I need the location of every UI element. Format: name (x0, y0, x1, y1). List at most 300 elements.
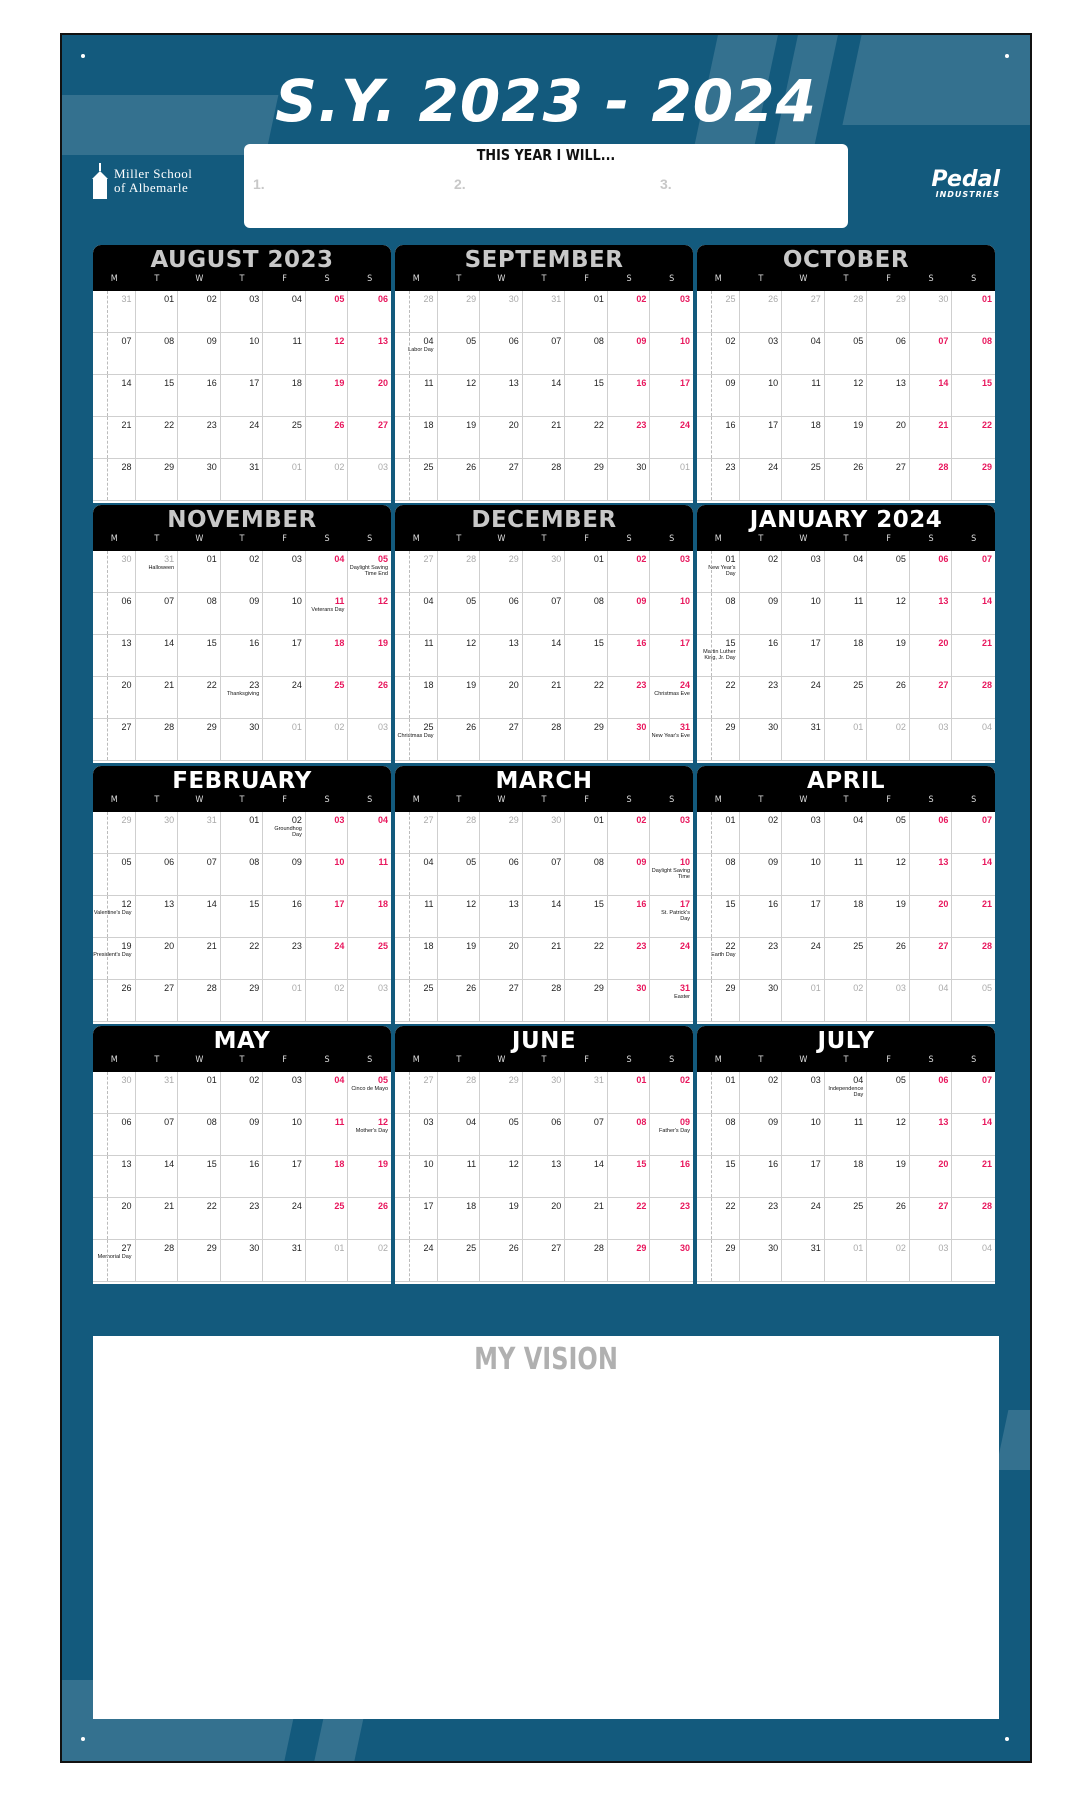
day-cell[interactable] (825, 1156, 868, 1198)
day-cell[interactable] (697, 635, 740, 677)
day-cell[interactable] (93, 938, 136, 980)
day-cell[interactable] (910, 812, 953, 854)
day-cell[interactable] (782, 1072, 825, 1114)
day-cell[interactable] (480, 812, 523, 854)
day-cell[interactable] (608, 635, 651, 677)
day-cell[interactable] (306, 375, 349, 417)
day-cell[interactable] (348, 1114, 391, 1156)
day-cell[interactable] (740, 333, 783, 375)
day-cell[interactable] (782, 1198, 825, 1240)
day-cell[interactable] (523, 854, 566, 896)
day-cell[interactable] (782, 1156, 825, 1198)
day-cell[interactable] (480, 291, 523, 333)
day-cell[interactable] (263, 1114, 306, 1156)
day-cell[interactable] (348, 375, 391, 417)
day-cell[interactable] (952, 812, 995, 854)
day-cell[interactable] (348, 459, 391, 501)
day-cell[interactable] (952, 938, 995, 980)
day-cell[interactable] (93, 333, 136, 375)
day-cell[interactable] (867, 1072, 910, 1114)
day-cell[interactable] (395, 333, 438, 375)
day-cell[interactable] (910, 375, 953, 417)
day-cell[interactable] (740, 417, 783, 459)
day-cell[interactable] (910, 1240, 953, 1282)
day-cell[interactable] (952, 896, 995, 938)
day-cell[interactable] (740, 551, 783, 593)
day-cell[interactable] (348, 1198, 391, 1240)
day-cell[interactable] (565, 417, 608, 459)
day-cell[interactable] (910, 417, 953, 459)
day-cell[interactable] (480, 459, 523, 501)
day-cell[interactable] (565, 677, 608, 719)
day-cell[interactable] (825, 1114, 868, 1156)
day-cell[interactable] (438, 417, 481, 459)
day-cell[interactable] (867, 812, 910, 854)
day-cell[interactable] (263, 1156, 306, 1198)
day-cell[interactable] (136, 551, 179, 593)
day-cell[interactable] (136, 1198, 179, 1240)
day-cell[interactable] (952, 719, 995, 761)
day-cell[interactable] (438, 635, 481, 677)
day-cell[interactable] (608, 333, 651, 375)
day-cell[interactable] (910, 593, 953, 635)
day-cell[interactable] (348, 551, 391, 593)
day-cell[interactable] (782, 854, 825, 896)
day-cell[interactable] (221, 1198, 264, 1240)
day-cell[interactable] (650, 677, 693, 719)
day-cell[interactable] (93, 1114, 136, 1156)
day-cell[interactable] (565, 375, 608, 417)
day-cell[interactable] (395, 896, 438, 938)
day-cell[interactable] (825, 333, 868, 375)
day-cell[interactable] (480, 980, 523, 1022)
day-cell[interactable] (136, 938, 179, 980)
day-cell[interactable] (221, 635, 264, 677)
day-cell[interactable] (136, 333, 179, 375)
day-cell[interactable] (221, 1072, 264, 1114)
day-cell[interactable] (348, 677, 391, 719)
day-cell[interactable] (221, 375, 264, 417)
day-cell[interactable] (825, 980, 868, 1022)
day-cell[interactable] (740, 375, 783, 417)
day-cell[interactable] (825, 635, 868, 677)
day-cell[interactable] (395, 417, 438, 459)
day-cell[interactable] (825, 719, 868, 761)
day-cell[interactable] (740, 1072, 783, 1114)
day-cell[interactable] (480, 1114, 523, 1156)
day-cell[interactable] (480, 1156, 523, 1198)
day-cell[interactable] (136, 719, 179, 761)
day-cell[interactable] (306, 980, 349, 1022)
day-cell[interactable] (608, 1114, 651, 1156)
day-cell[interactable] (825, 291, 868, 333)
day-cell[interactable] (650, 719, 693, 761)
day-cell[interactable] (740, 938, 783, 980)
day-cell[interactable] (306, 417, 349, 459)
day-cell[interactable] (697, 1114, 740, 1156)
day-cell[interactable] (395, 719, 438, 761)
day-cell[interactable] (697, 1240, 740, 1282)
day-cell[interactable] (480, 896, 523, 938)
day-cell[interactable] (263, 719, 306, 761)
day-cell[interactable] (867, 854, 910, 896)
day-cell[interactable] (480, 635, 523, 677)
day-cell[interactable] (565, 333, 608, 375)
day-cell[interactable] (263, 1198, 306, 1240)
day-cell[interactable] (740, 593, 783, 635)
day-cell[interactable] (93, 980, 136, 1022)
day-cell[interactable] (348, 291, 391, 333)
day-cell[interactable] (136, 854, 179, 896)
day-cell[interactable] (306, 938, 349, 980)
day-cell[interactable] (697, 938, 740, 980)
day-cell[interactable] (910, 551, 953, 593)
day-cell[interactable] (697, 1156, 740, 1198)
day-cell[interactable] (136, 812, 179, 854)
day-cell[interactable] (395, 1156, 438, 1198)
day-cell[interactable] (480, 677, 523, 719)
day-cell[interactable] (697, 677, 740, 719)
day-cell[interactable] (263, 677, 306, 719)
day-cell[interactable] (438, 812, 481, 854)
day-cell[interactable] (221, 719, 264, 761)
day-cell[interactable] (910, 854, 953, 896)
day-cell[interactable] (136, 1114, 179, 1156)
day-cell[interactable] (608, 1072, 651, 1114)
day-cell[interactable] (438, 375, 481, 417)
day-cell[interactable] (782, 593, 825, 635)
day-cell[interactable] (136, 417, 179, 459)
day-cell[interactable] (136, 635, 179, 677)
day-cell[interactable] (565, 593, 608, 635)
day-cell[interactable] (306, 459, 349, 501)
day-cell[interactable] (178, 551, 221, 593)
day-cell[interactable] (697, 1198, 740, 1240)
day-cell[interactable] (650, 1114, 693, 1156)
day-cell[interactable] (697, 812, 740, 854)
day-cell[interactable] (263, 593, 306, 635)
day-cell[interactable] (782, 1240, 825, 1282)
day-cell[interactable] (438, 896, 481, 938)
day-cell[interactable] (565, 1072, 608, 1114)
day-cell[interactable] (650, 459, 693, 501)
day-cell[interactable] (438, 1072, 481, 1114)
day-cell[interactable] (480, 854, 523, 896)
day-cell[interactable] (178, 854, 221, 896)
day-cell[interactable] (867, 593, 910, 635)
day-cell[interactable] (178, 677, 221, 719)
day-cell[interactable] (523, 1198, 566, 1240)
day-cell[interactable] (221, 459, 264, 501)
day-cell[interactable] (178, 635, 221, 677)
day-cell[interactable] (952, 854, 995, 896)
day-cell[interactable] (782, 812, 825, 854)
day-cell[interactable] (136, 593, 179, 635)
day-cell[interactable] (782, 938, 825, 980)
day-cell[interactable] (93, 677, 136, 719)
day-cell[interactable] (221, 333, 264, 375)
day-cell[interactable] (93, 417, 136, 459)
day-cell[interactable] (523, 417, 566, 459)
day-cell[interactable] (608, 459, 651, 501)
day-cell[interactable] (910, 1156, 953, 1198)
day-cell[interactable] (782, 1114, 825, 1156)
day-cell[interactable] (178, 980, 221, 1022)
day-cell[interactable] (740, 291, 783, 333)
day-cell[interactable] (395, 635, 438, 677)
day-cell[interactable] (740, 1156, 783, 1198)
day-cell[interactable] (952, 1198, 995, 1240)
day-cell[interactable] (952, 459, 995, 501)
day-cell[interactable] (221, 854, 264, 896)
day-cell[interactable] (523, 635, 566, 677)
day-cell[interactable] (782, 677, 825, 719)
day-cell[interactable] (697, 1072, 740, 1114)
day-cell[interactable] (221, 291, 264, 333)
day-cell[interactable] (348, 719, 391, 761)
day-cell[interactable] (263, 854, 306, 896)
day-cell[interactable] (867, 375, 910, 417)
day-cell[interactable] (608, 677, 651, 719)
day-cell[interactable] (650, 375, 693, 417)
day-cell[interactable] (608, 291, 651, 333)
day-cell[interactable] (395, 854, 438, 896)
day-cell[interactable] (523, 896, 566, 938)
day-cell[interactable] (608, 551, 651, 593)
day-cell[interactable] (952, 333, 995, 375)
day-cell[interactable] (782, 417, 825, 459)
day-cell[interactable] (650, 1072, 693, 1114)
day-cell[interactable] (523, 719, 566, 761)
day-cell[interactable] (867, 291, 910, 333)
day-cell[interactable] (650, 1240, 693, 1282)
day-cell[interactable] (565, 1198, 608, 1240)
day-cell[interactable] (348, 1156, 391, 1198)
day-cell[interactable] (608, 375, 651, 417)
day-cell[interactable] (867, 1240, 910, 1282)
day-cell[interactable] (306, 812, 349, 854)
day-cell[interactable] (136, 896, 179, 938)
day-cell[interactable] (348, 417, 391, 459)
day-cell[interactable] (93, 854, 136, 896)
day-cell[interactable] (480, 938, 523, 980)
day-cell[interactable] (93, 1240, 136, 1282)
day-cell[interactable] (263, 812, 306, 854)
day-cell[interactable] (523, 459, 566, 501)
day-cell[interactable] (438, 719, 481, 761)
day-cell[interactable] (825, 417, 868, 459)
day-cell[interactable] (650, 291, 693, 333)
day-cell[interactable] (565, 1114, 608, 1156)
day-cell[interactable] (952, 677, 995, 719)
day-cell[interactable] (608, 1198, 651, 1240)
day-cell[interactable] (263, 1240, 306, 1282)
day-cell[interactable] (221, 1114, 264, 1156)
day-cell[interactable] (306, 1240, 349, 1282)
day-cell[interactable] (697, 291, 740, 333)
day-cell[interactable] (395, 551, 438, 593)
goals-box[interactable] (244, 144, 848, 228)
day-cell[interactable] (697, 854, 740, 896)
day-cell[interactable] (740, 635, 783, 677)
day-cell[interactable] (178, 1114, 221, 1156)
day-cell[interactable] (867, 896, 910, 938)
day-cell[interactable] (480, 1198, 523, 1240)
day-cell[interactable] (867, 1156, 910, 1198)
day-cell[interactable] (178, 375, 221, 417)
day-cell[interactable] (608, 719, 651, 761)
day-cell[interactable] (782, 896, 825, 938)
day-cell[interactable] (395, 1072, 438, 1114)
day-cell[interactable] (306, 1198, 349, 1240)
day-cell[interactable] (480, 593, 523, 635)
day-cell[interactable] (910, 333, 953, 375)
day-cell[interactable] (782, 291, 825, 333)
day-cell[interactable] (263, 459, 306, 501)
day-cell[interactable] (825, 677, 868, 719)
day-cell[interactable] (221, 938, 264, 980)
day-cell[interactable] (608, 1156, 651, 1198)
day-cell[interactable] (608, 417, 651, 459)
day-cell[interactable] (348, 980, 391, 1022)
day-cell[interactable] (221, 812, 264, 854)
day-cell[interactable] (565, 1240, 608, 1282)
day-cell[interactable] (306, 1156, 349, 1198)
day-cell[interactable] (608, 980, 651, 1022)
day-cell[interactable] (740, 1114, 783, 1156)
day-cell[interactable] (910, 980, 953, 1022)
day-cell[interactable] (306, 551, 349, 593)
day-cell[interactable] (178, 896, 221, 938)
day-cell[interactable] (221, 551, 264, 593)
day-cell[interactable] (608, 1240, 651, 1282)
day-cell[interactable] (952, 375, 995, 417)
day-cell[interactable] (93, 375, 136, 417)
day-cell[interactable] (565, 938, 608, 980)
day-cell[interactable] (178, 938, 221, 980)
day-cell[interactable] (348, 635, 391, 677)
day-cell[interactable] (348, 333, 391, 375)
day-cell[interactable] (697, 417, 740, 459)
day-cell[interactable] (306, 854, 349, 896)
day-cell[interactable] (650, 854, 693, 896)
day-cell[interactable] (178, 1240, 221, 1282)
day-cell[interactable] (395, 938, 438, 980)
day-cell[interactable] (395, 375, 438, 417)
day-cell[interactable] (740, 459, 783, 501)
day-cell[interactable] (395, 1114, 438, 1156)
day-cell[interactable] (867, 333, 910, 375)
day-cell[interactable] (910, 938, 953, 980)
day-cell[interactable] (348, 812, 391, 854)
day-cell[interactable] (263, 551, 306, 593)
day-cell[interactable] (782, 551, 825, 593)
day-cell[interactable] (910, 719, 953, 761)
day-cell[interactable] (910, 291, 953, 333)
day-cell[interactable] (867, 980, 910, 1022)
day-cell[interactable] (867, 417, 910, 459)
day-cell[interactable] (782, 333, 825, 375)
day-cell[interactable] (740, 719, 783, 761)
day-cell[interactable] (93, 1072, 136, 1114)
day-cell[interactable] (523, 677, 566, 719)
day-cell[interactable] (93, 635, 136, 677)
day-cell[interactable] (263, 938, 306, 980)
day-cell[interactable] (178, 417, 221, 459)
day-cell[interactable] (395, 593, 438, 635)
day-cell[interactable] (263, 1072, 306, 1114)
day-cell[interactable] (438, 854, 481, 896)
day-cell[interactable] (782, 459, 825, 501)
day-cell[interactable] (178, 812, 221, 854)
day-cell[interactable] (93, 719, 136, 761)
day-cell[interactable] (221, 980, 264, 1022)
day-cell[interactable] (952, 291, 995, 333)
day-cell[interactable] (306, 333, 349, 375)
day-cell[interactable] (825, 593, 868, 635)
day-cell[interactable] (136, 375, 179, 417)
day-cell[interactable] (178, 719, 221, 761)
day-cell[interactable] (650, 1156, 693, 1198)
day-cell[interactable] (825, 854, 868, 896)
day-cell[interactable] (565, 1156, 608, 1198)
day-cell[interactable] (306, 291, 349, 333)
day-cell[interactable] (910, 1114, 953, 1156)
day-cell[interactable] (523, 980, 566, 1022)
day-cell[interactable] (565, 291, 608, 333)
day-cell[interactable] (480, 1240, 523, 1282)
day-cell[interactable] (523, 1240, 566, 1282)
day-cell[interactable] (650, 333, 693, 375)
day-cell[interactable] (93, 593, 136, 635)
day-cell[interactable] (825, 1072, 868, 1114)
day-cell[interactable] (565, 896, 608, 938)
day-cell[interactable] (263, 417, 306, 459)
day-cell[interactable] (952, 1114, 995, 1156)
day-cell[interactable] (348, 1072, 391, 1114)
day-cell[interactable] (910, 459, 953, 501)
day-cell[interactable] (480, 719, 523, 761)
day-cell[interactable] (782, 635, 825, 677)
day-cell[interactable] (263, 333, 306, 375)
day-cell[interactable] (348, 593, 391, 635)
day-cell[interactable] (825, 1198, 868, 1240)
day-cell[interactable] (782, 719, 825, 761)
day-cell[interactable] (348, 1240, 391, 1282)
day-cell[interactable] (438, 980, 481, 1022)
day-cell[interactable] (952, 551, 995, 593)
day-cell[interactable] (306, 593, 349, 635)
day-cell[interactable] (565, 719, 608, 761)
day-cell[interactable] (565, 812, 608, 854)
day-cell[interactable] (221, 1156, 264, 1198)
day-cell[interactable] (438, 677, 481, 719)
day-cell[interactable] (867, 677, 910, 719)
day-cell[interactable] (608, 854, 651, 896)
day-cell[interactable] (306, 896, 349, 938)
day-cell[interactable] (825, 812, 868, 854)
day-cell[interactable] (221, 896, 264, 938)
day-cell[interactable] (136, 980, 179, 1022)
day-cell[interactable] (306, 635, 349, 677)
day-cell[interactable] (93, 459, 136, 501)
day-cell[interactable] (523, 1072, 566, 1114)
day-cell[interactable] (523, 333, 566, 375)
day-cell[interactable] (348, 938, 391, 980)
day-cell[interactable] (523, 812, 566, 854)
day-cell[interactable] (523, 1114, 566, 1156)
day-cell[interactable] (263, 291, 306, 333)
